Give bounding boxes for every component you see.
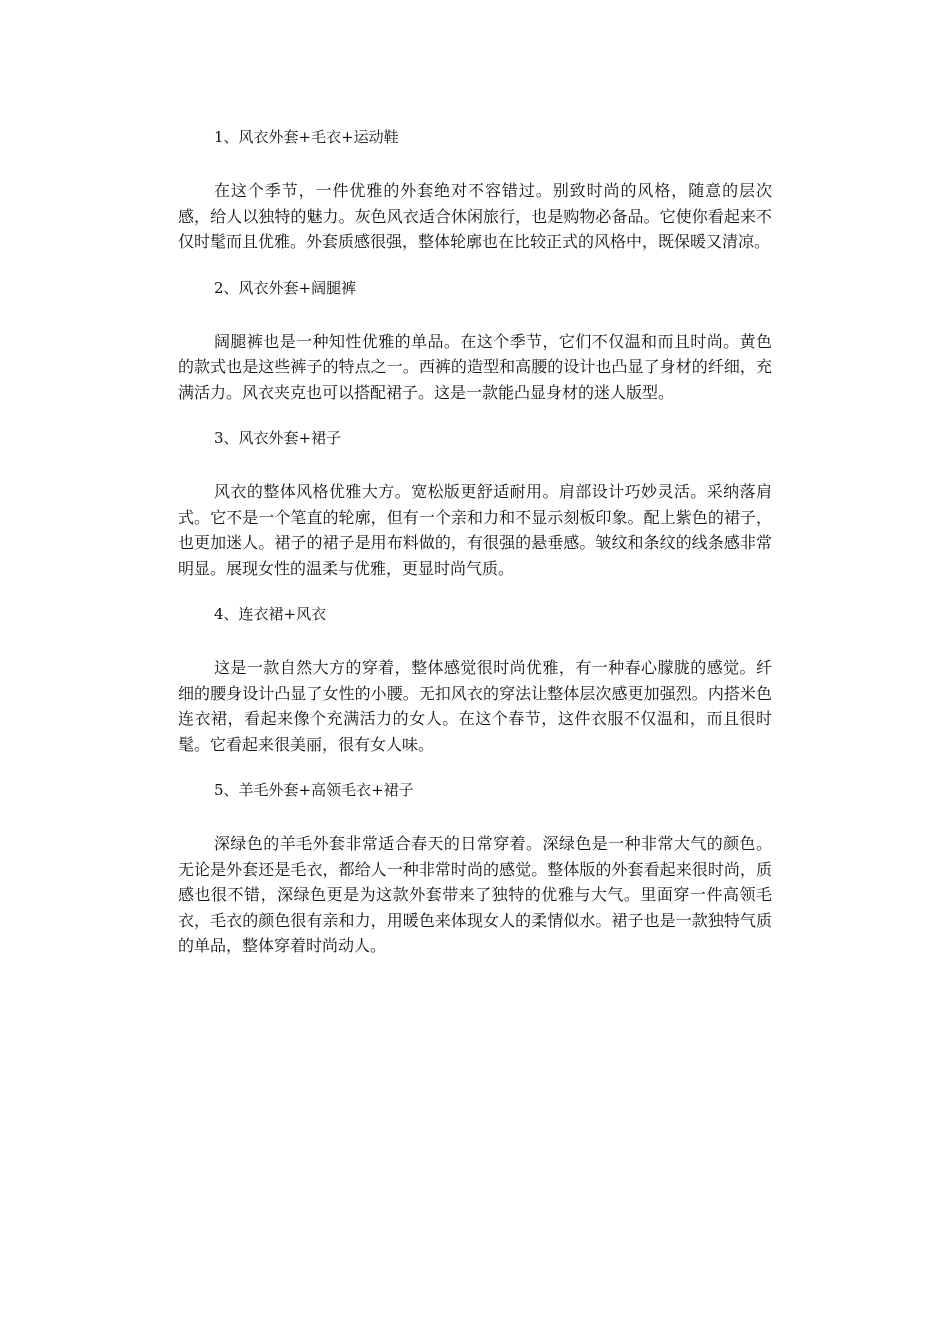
section-heading: 2、风衣外套+阔腿裤 [214, 278, 357, 297]
section-heading: 4、连衣裙+风衣 [214, 605, 327, 623]
section-paragraph: 在这个季节，一件优雅的外套绝对不容错过。别致时尚的风格，随意的层次感，给人以独特的魅力。灰色风衣适合休闲旅行，也是购物必备品。它使你看起来不仅时髦而且优雅。外套质感很强，整体轮廓也在比较正式的风格中，既保暖又清凉。 [178, 181, 772, 251]
section-paragraph: 这是一款自然大方的穿着，整体感觉很时尚优雅，有一种春心朦胧的感觉。纤细的腰身设计凸显了女性的小腰。无扣风衣的穿法让整体层次感更加强烈。内搭米色连衣裙，看起来像个充满活力的女人。在这个春节，这件衣服不仅温和，而且很时髦。它看起来很美丽，很有女人味。 [178, 658, 772, 754]
section-heading: 3、风衣外套+裙子 [214, 429, 342, 447]
article-body [178, 124, 772, 959]
section-paragraph: 阔腿裤也是一种知性优雅的单品。在这个季节，它们不仅温和而且时尚。黄色的款式也是这些裤子的特点之一。西裤的造型和高腰的设计也凸显了身材的纤细，充满活力。风衣夹克也可以搭配裙子。这是一款能凸显身材的迷人版型。 [178, 331, 772, 402]
section-heading: 5、羊毛外套+高领毛衣+裙子 [214, 781, 414, 799]
section-paragraph: 深绿色的羊毛外套非常适合春天的日常穿着。深绿色是一种非常大气的颜色。无论是外套还是毛衣，都给人一种非常时尚的感觉。整体版的外套看起来很时尚，质感也很不错，深绿色更是为这款外套带来了独特的优雅与大气。里面穿一件高领毛衣，毛衣的颜色很有亲和力，用暖色来体现女人的柔情似水。裙子也是一款独特气质的单品，整体穿着时尚动人。 [178, 834, 772, 955]
section-heading: 1、风衣外套+毛衣+运动鞋 [214, 128, 399, 146]
section-paragraph: 风衣的整体风格优雅大方。宽松版更舒适耐用。肩部设计巧妙灵活。采纳落肩式。它不是一个笔直的轮廓，但有一个亲和力和不显示刻板印象。配上紫色的裙子，也更加迷人。裙子的裙子是用布料做的，有很强的悬垂感。皱纹和条纹的线条感非常明显。展现女性的温柔与优雅，更显时尚气质。 [178, 482, 772, 578]
